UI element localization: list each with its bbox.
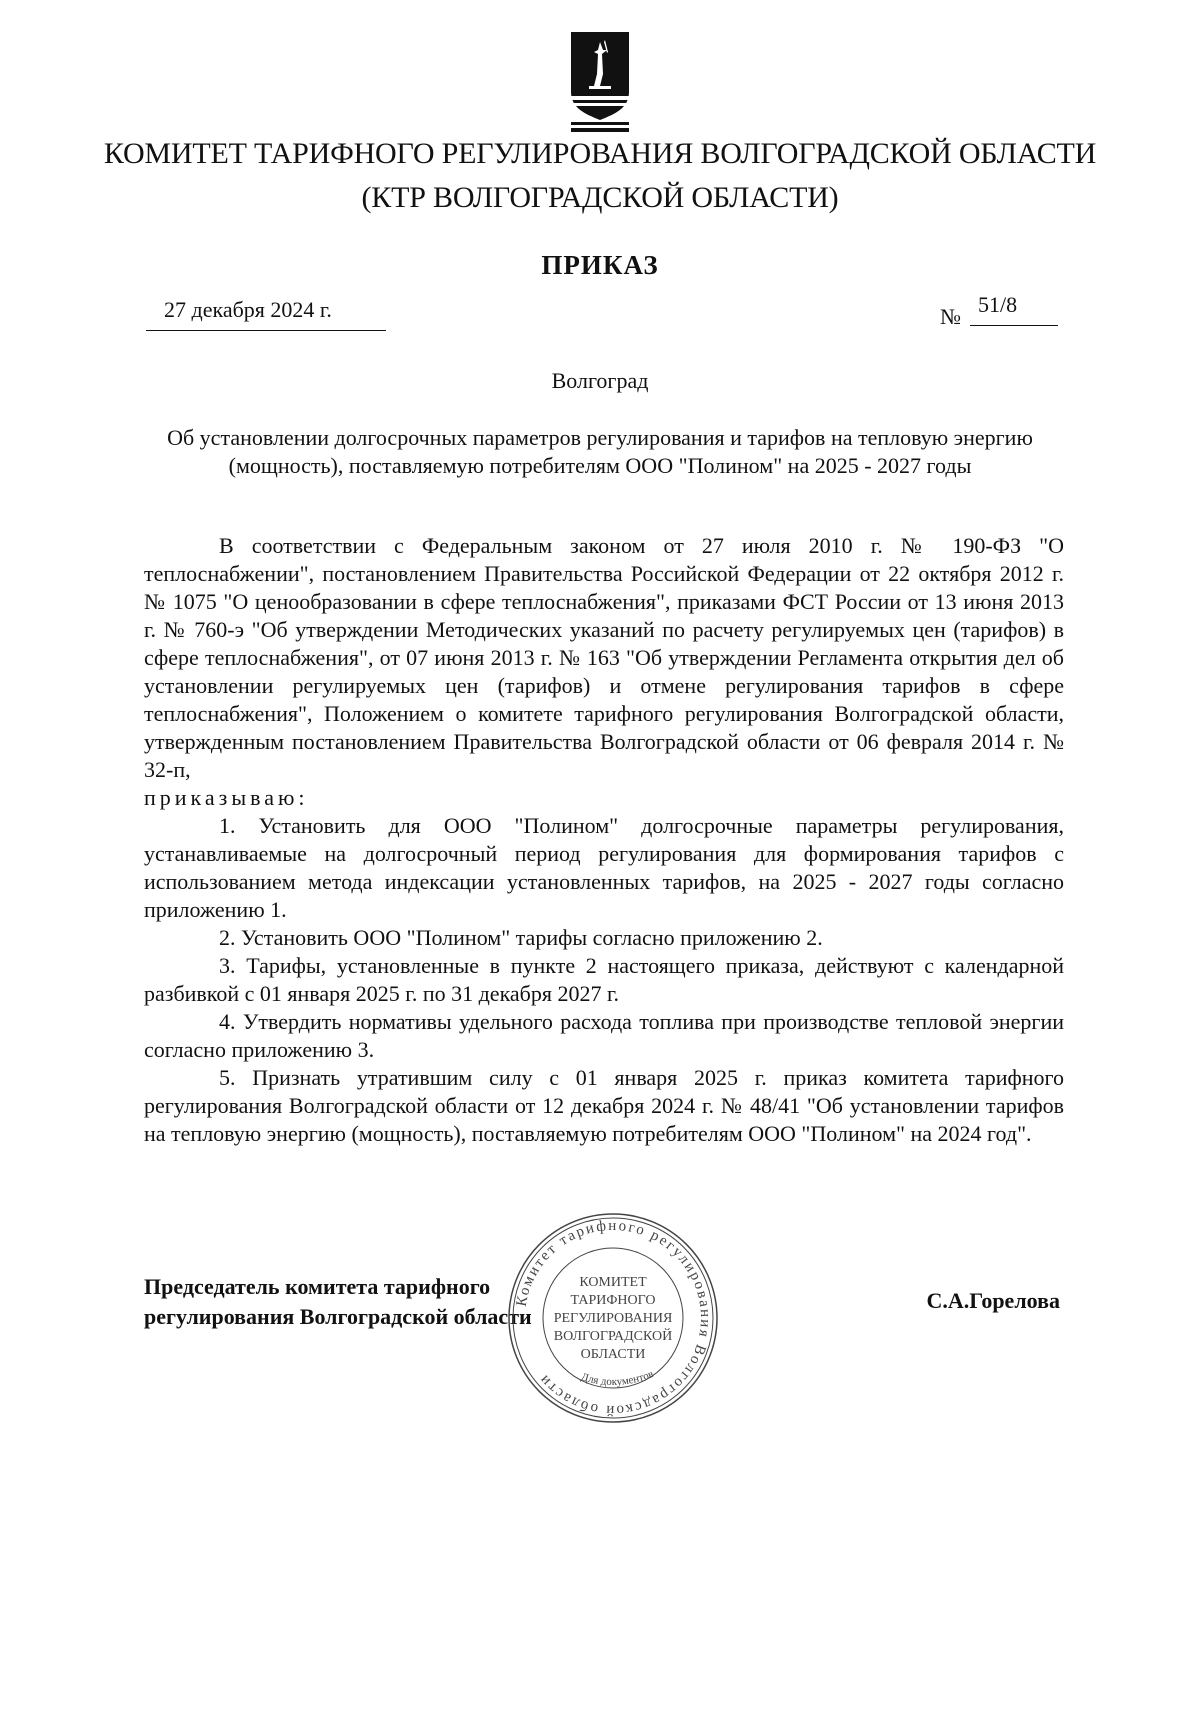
order-item: 3. Тарифы, установленные в пункте 2 настоящего приказа, действуют с календарной разбивкой с 01 января 2025 г. по 31 декабря 2027 г. [144,953,1064,1006]
organization-title [0,132,1200,220]
order-item: 1. Установить для ООО "Полином" долгосрочные параметры регулирования, устанавливаемые на долгосрочный период регулирования для формирования тарифов с использованием метода индексации установленных тарифов, на 2025 - 2027 годы согласно приложению 1. [144,813,1064,922]
stamp-outer-text: Комитет тарифного регулирования Волгоградской области [513,1217,714,1419]
stamp-center-line: КОМИТЕТ [579,1275,647,1290]
number-sign: № [940,304,961,329]
organization-name: КОМИТЕТ ТАРИФНОГО РЕГУЛИРОВАНИЯ ВОЛГОГРАДСКОЙ ОБЛАСТИ [103,137,1097,170]
stamp-center-line: ОБЛАСТИ [580,1347,646,1362]
volgograd-coat-of-arms-icon [567,30,633,135]
stamp-center-line: РЕГУЛИРОВАНИЯ [553,1311,673,1326]
preamble-paragraph: В соответствии с Федеральным законом от 27 июля 2010 г. № 190-ФЗ "О теплоснабжении", постановлением Правительства Российской Федерации от 22 октября 2012 г. № 1075 "О ценообразовании в сфере теплоснабжения", приказами ФСТ России от 13 июня 2013 г. № 760-э "Об утверждении Методических указаний по расчету регулируемых цен (тарифов) в сфере теплоснабжения", от 07 июня 2013 г. № 163 "Об утверждении Регламента открытия дел об установлении регулируемых цен (тарифов) и отмене регулирования тарифов в сфере теплоснабжения", Положением о комитете тарифного регулирования Волгоградской области, утвержденным постановлением Правительства Волгоградской области от 06 февраля 2014 г. № 32-п, [144,533,1064,782]
document-number-block [940,292,1060,330]
document-number: 51/8 [970,292,1058,326]
organization-short-name: (КТР ВОЛГОГРАДСКОЙ ОБЛАСТИ) [361,181,839,214]
document-date: 27 декабря 2024 г. [146,297,386,331]
city-name: Волгоград [551,368,649,393]
stamp-center-line: ВОЛГОГРАДСКОЙ [553,1329,673,1344]
document-body [144,532,1064,1148]
signatory-position-line: регулирования Волгоградской области [144,1304,532,1329]
stamp-bottom-text: Для документов [579,1368,656,1389]
document-type: ПРИКАЗ [541,250,659,280]
document-subject: Об установлении долгосрочных параметров регулирования и тарифов на тепловую энергию (мощность), поставляемую потребителям ООО "Полином" на 2025 - 2027 годы [167,425,1033,478]
official-stamp [505,1210,721,1426]
order-item: 2. Установить ООО "Полином" тарифы согласно приложению 2. [219,925,823,950]
order-word: приказываю: [144,785,309,810]
signatory-position-line: Председатель комитета тарифного [144,1274,491,1299]
order-item: 4. Утвердить нормативы удельного расхода топлива при производстве тепловой энергии согласно приложению 3. [144,1009,1064,1062]
signatory-position [144,1272,532,1332]
stamp-center-line: ТАРИФНОГО [570,1293,656,1308]
order-item: 5. Признать утратившим силу с 01 января 2025 г. приказ комитета тарифного регулирования Волгоградской области от 12 декабря 2024 г. № 48/41 "Об установлении тарифов на тепловую энергию (мощность), поставляемую потребителям ООО "Полином" на 2024 год". [144,1065,1064,1146]
signatory-name: С.А.Горелова [926,1288,1060,1313]
